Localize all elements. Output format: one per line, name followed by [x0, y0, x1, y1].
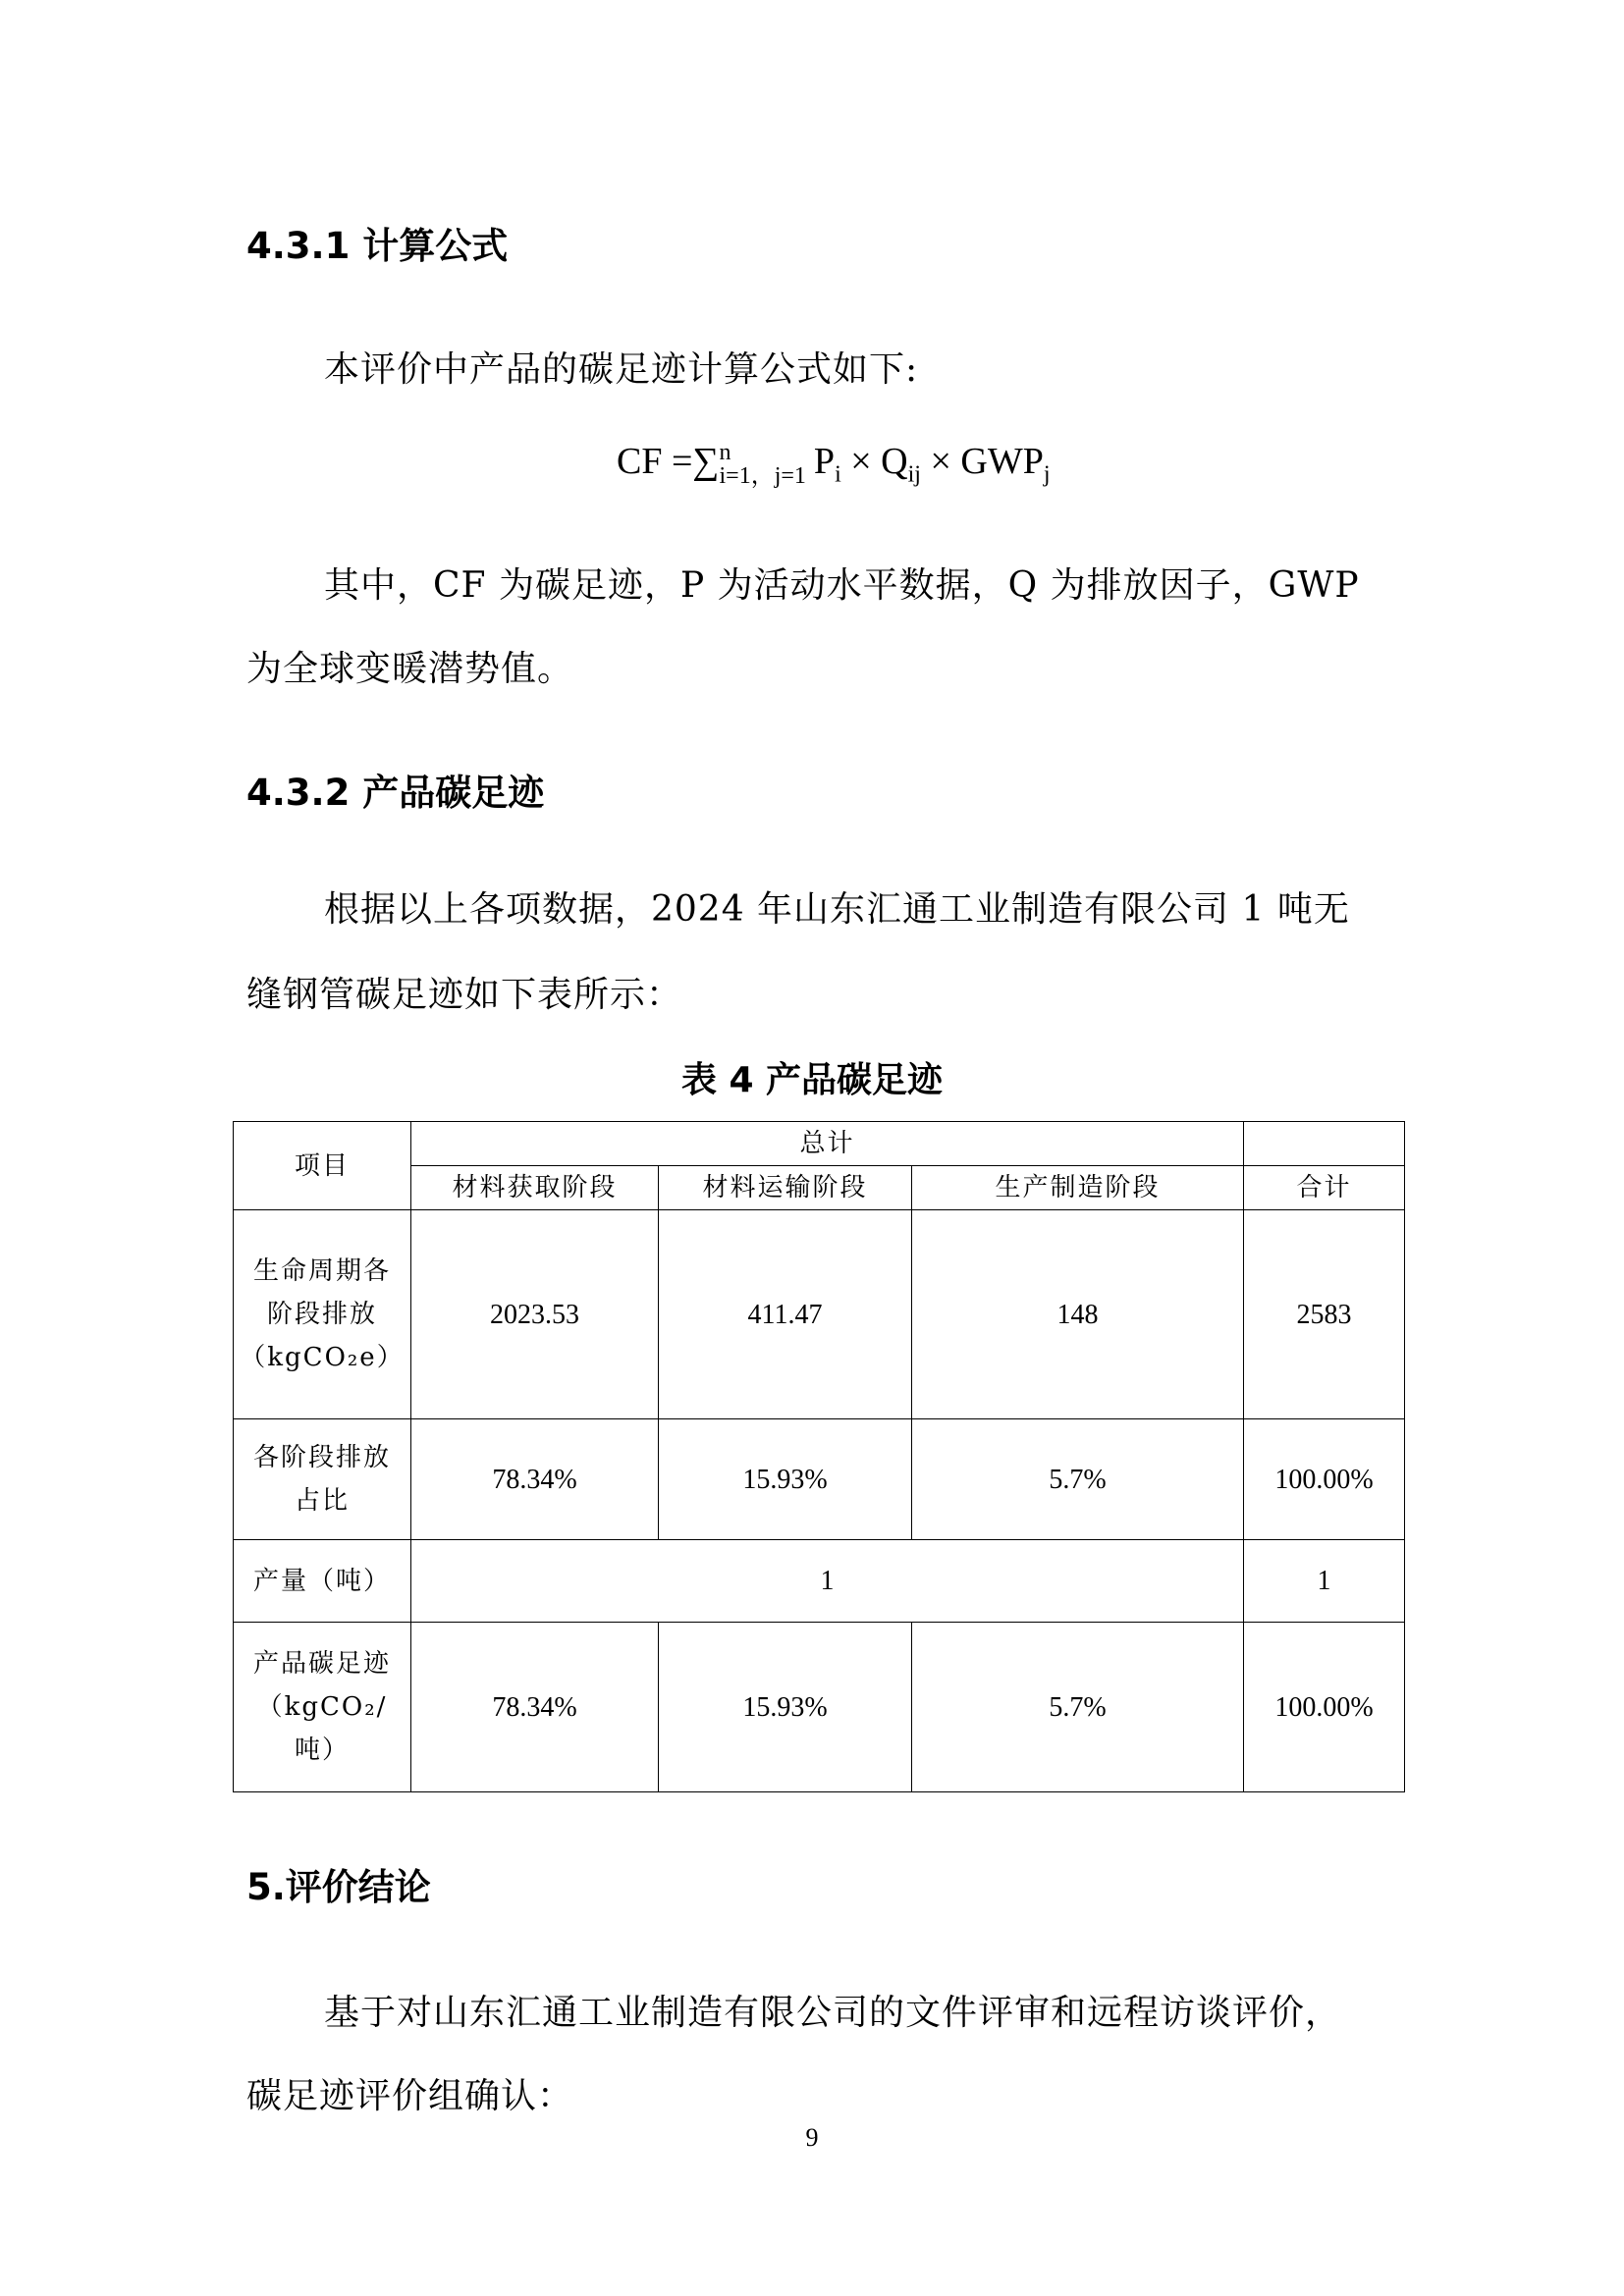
formula-q: Q: [881, 441, 908, 482]
table-row: [234, 1419, 1405, 1540]
row-label-line: 产量（吨）: [252, 1566, 391, 1596]
formula-p: P: [813, 441, 836, 482]
formula-q-sub: ij: [907, 461, 921, 488]
row-label-line: （kgCO₂/: [256, 1692, 388, 1723]
table-cell-merged: 1: [411, 1540, 1244, 1623]
section-heading-4-3-2: 4.3.2 产品碳足迹: [246, 772, 545, 814]
table-cell: 148: [912, 1210, 1244, 1419]
table-caption: 表 4 产品碳足迹: [680, 1060, 944, 1100]
row-label-line: 生命周期各: [252, 1256, 391, 1287]
formula-lhs: CF =: [617, 441, 693, 482]
formula-p-sub: i: [835, 461, 841, 488]
paragraph-conclusion-line-1: 基于对山东汇通工业制造有限公司的文件评审和远程访谈评价，: [324, 1993, 1342, 2033]
column-header: 生产制造阶段: [912, 1166, 1244, 1210]
paragraph-table-intro-line-2: 缝钢管碳足迹如下表所示：: [246, 975, 683, 1015]
table-cell: 15.93%: [659, 1623, 912, 1792]
header-empty-cell: [1244, 1122, 1405, 1166]
formula-times-2: ×: [920, 441, 961, 482]
carbon-footprint-table: [233, 1121, 1405, 1792]
table-cell: 100.00%: [1244, 1419, 1405, 1540]
table-cell: 5.7%: [912, 1623, 1244, 1792]
row-label-line: （kgCO₂e）: [240, 1343, 405, 1373]
row-label: [234, 1540, 411, 1623]
formula-times-1: ×: [840, 441, 882, 482]
table-row: [234, 1540, 1405, 1623]
row-label: [234, 1419, 411, 1540]
table-cell: 1: [1244, 1540, 1405, 1623]
row-label-line: 产品碳足迹: [252, 1649, 391, 1680]
column-header: 材料获取阶段: [411, 1166, 659, 1210]
formula-gwp-sub: j: [1043, 461, 1051, 488]
column-header: 合计: [1244, 1166, 1405, 1210]
row-label-line: 占比: [294, 1486, 350, 1517]
table-cell: 15.93%: [659, 1419, 912, 1540]
paragraph-table-intro-line-1: 根据以上各项数据，2024 年山东汇通工业制造有限公司 1 吨无: [324, 889, 1350, 930]
row-label-line: 各阶段排放: [252, 1443, 391, 1473]
paragraph-formula-intro: 本评价中产品的碳足迹计算公式如下:: [324, 349, 919, 390]
column-header: 材料运输阶段: [659, 1166, 912, 1210]
table-cell: 2583: [1244, 1210, 1405, 1419]
header-total-cell: 总计: [411, 1122, 1244, 1166]
section-heading-4-3-1: 4.3.1 计算公式: [246, 225, 509, 267]
row-label-line: 阶段排放: [266, 1300, 377, 1330]
row-label: [234, 1623, 411, 1792]
formula-sum: ∑: [692, 441, 720, 482]
table-row: [234, 1623, 1405, 1792]
carbon-footprint-formula: [617, 440, 1051, 489]
formula-sub: i=1，j=1: [719, 463, 806, 490]
table-row: [234, 1210, 1405, 1419]
paragraph-conclusion-line-2: 碳足迹评价组确认：: [246, 2076, 574, 2116]
formula-gwp: GWP: [960, 441, 1044, 482]
table-cell: 100.00%: [1244, 1623, 1405, 1792]
table-cell: 78.34%: [411, 1623, 659, 1792]
header-item-cell: 项目: [234, 1122, 411, 1210]
paragraph-explain-line-1: 其中，CF 为碳足迹，P 为活动水平数据，Q 为排放因子，GWP: [324, 565, 1360, 606]
table-cell: 78.34%: [411, 1419, 659, 1540]
table-cell: 5.7%: [912, 1419, 1244, 1540]
paragraph-explain-line-2: 为全球变暖潜势值。: [246, 649, 574, 689]
page-number: 9: [805, 2123, 819, 2152]
formula-sup: n: [719, 440, 731, 466]
row-label: [234, 1210, 411, 1419]
table-cell: 2023.53: [411, 1210, 659, 1419]
row-label-line: 吨）: [294, 1735, 350, 1766]
table-cell: 411.47: [659, 1210, 912, 1419]
section-heading-5: 5.评价结论: [246, 1866, 431, 1908]
